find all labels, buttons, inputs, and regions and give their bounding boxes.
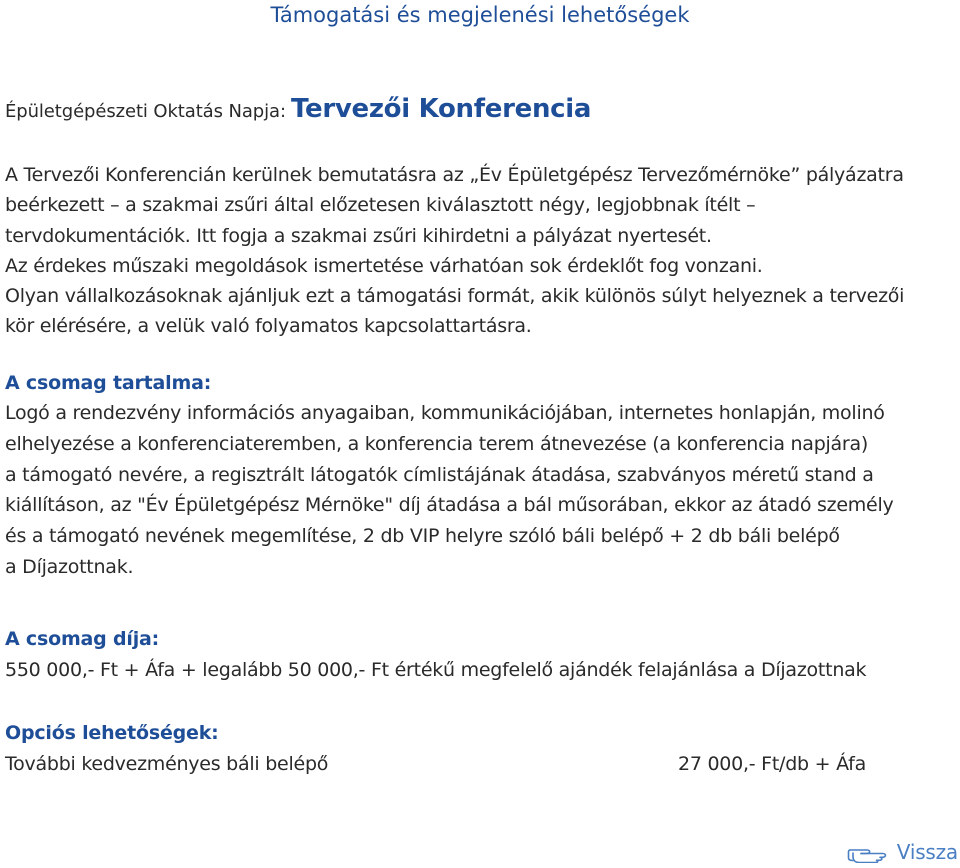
package-content-line: a Díjazottnak. bbox=[5, 555, 134, 578]
page-header bbox=[0, 0, 960, 29]
page-title: Támogatási és megjelenési lehetőségek bbox=[270, 3, 690, 27]
package-content-line: kiállításon, az "Év Épületgépész Mérnöke" díj átadása a bál műsorában, ekkor az átadó személy bbox=[5, 494, 894, 517]
package-content-line: Logó a rendezvény információs anyagaiban, kommunikációjában, internetes honlapján, molinó bbox=[5, 402, 885, 424]
options-heading: Opciós lehetőségek: bbox=[5, 722, 219, 744]
package-content-line: elhelyezése a konferenciateremben, a konferencia terem átnevezése (a konferencia napjára) bbox=[5, 432, 869, 455]
package-price-heading: A csomag díja: bbox=[5, 628, 160, 650]
back-link-label: Vissza bbox=[896, 840, 958, 864]
intro-line: kör elérésére, a velük való folyamatos kapcsolattartásra. bbox=[5, 315, 532, 338]
options-section bbox=[5, 718, 945, 780]
package-content-line: és a támogató nevének megemlítése, 2 db VIP helyre szóló báli belépő + 2 db báli belépő bbox=[5, 525, 840, 548]
intro-paragraph bbox=[5, 160, 945, 342]
package-content-section bbox=[5, 368, 945, 583]
event-title: Tervezői Konferencia bbox=[291, 94, 592, 124]
intro-line: beérkezett – a szakmai zsűri által előzetesen kiválasztott négy, legjobbnak ítélt – bbox=[5, 194, 756, 217]
event-series-label: Épületgépészeti Oktatás Napja: bbox=[5, 101, 286, 122]
package-content-heading: A csomag tartalma: bbox=[5, 372, 212, 394]
intro-line: Az érdekes műszaki megoldások ismertetése várhatóan sok érdeklőt fog vonzani. bbox=[5, 254, 763, 277]
package-price-section bbox=[5, 624, 945, 686]
option-name: További kedvezményes báli belépő bbox=[5, 753, 329, 775]
intro-line: tervdokumentációk. Itt fogja a szakmai zsűri kihirdetni a pályázat nyertesét. bbox=[5, 224, 712, 247]
back-link[interactable] bbox=[847, 837, 958, 867]
intro-line: A Tervezői Konferencián kerülnek bemutatásra az „Év Épületgépész Tervezőmérnöke” pályázatra bbox=[5, 164, 904, 186]
option-row bbox=[5, 748, 945, 780]
event-title-line bbox=[5, 91, 945, 130]
option-price: 27 000,- Ft/db + Áfa bbox=[678, 753, 866, 775]
pointing-hand-icon bbox=[847, 841, 891, 863]
package-price-text: 550 000,- Ft + Áfa + legalább 50 000,- Ft értékű megfelelő ajándék felajánlása a Díjazottnak bbox=[5, 659, 867, 681]
package-content-line: a támogató nevére, a regisztrált látogatók címlistájának átadása, szabványos méretű stand a bbox=[5, 463, 874, 486]
intro-line: Olyan vállalkozásoknak ajánljuk ezt a támogatási formát, akik különös súlyt helyeznek a tervezői bbox=[5, 285, 905, 308]
